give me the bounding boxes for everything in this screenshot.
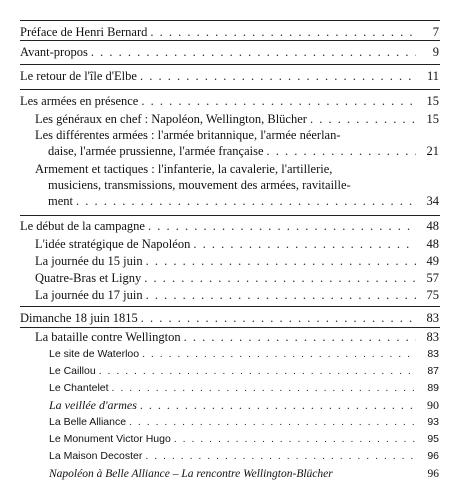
entry-page: 89 — [427, 382, 439, 394]
toc-entry-armees[interactable] — [20, 93, 439, 109]
dot-leader — [148, 218, 416, 234]
toc-entry-preface[interactable] — [20, 24, 439, 40]
divider — [20, 20, 440, 21]
toc-entry-quatre-bras[interactable] — [20, 270, 439, 286]
entry-title: L'idée stratégique de Napoléon — [35, 237, 191, 251]
entry-title: Dimanche 18 juin 1815 — [20, 311, 138, 325]
entry-page: 7 — [432, 25, 439, 39]
entry-title: Les généraux en chef : Napoléon, Wellington, Blücher — [35, 112, 307, 126]
toc-entry-monument-victor-hugo[interactable] — [20, 431, 439, 447]
dot-leader — [99, 363, 416, 379]
entry-title: La journée du 17 juin — [35, 288, 143, 302]
entry-title-line-3: ment — [48, 194, 73, 208]
dot-leader — [129, 414, 416, 430]
dot-leader — [146, 253, 416, 269]
entry-title-line-2: musiciens, transmissions, mouvement des armées, ravitaille- — [48, 178, 351, 192]
toc-entry-belle-alliance[interactable] — [20, 414, 439, 430]
entry-title: Préface de Henri Bernard — [20, 25, 148, 39]
entry-title: Quatre-Bras et Ligny — [35, 271, 142, 285]
toc-entry-bataille-wellington[interactable] — [20, 329, 439, 345]
toc-entry-napoleon-belle-alliance[interactable] — [20, 466, 439, 482]
entry-title: Les armées en présence — [20, 94, 139, 108]
entry-page: 83 — [427, 348, 439, 360]
entry-page: 83 — [426, 330, 439, 344]
dot-leader — [141, 310, 416, 326]
entry-title: Le début de la campagne — [20, 219, 145, 233]
toc-entry-site-waterloo[interactable] — [20, 346, 439, 362]
entry-page: 93 — [427, 416, 439, 428]
entry-page: 90 — [427, 398, 439, 412]
entry-page: 34 — [426, 194, 439, 208]
entry-title: Le Caillou — [49, 365, 96, 377]
entry-page: 15 — [426, 112, 439, 126]
toc-entry-15-juin[interactable] — [20, 253, 439, 269]
dot-leader — [142, 346, 416, 362]
toc-entry-chantelet[interactable] — [20, 380, 439, 396]
entry-page: 75 — [426, 288, 439, 302]
divider — [20, 64, 440, 65]
dot-leader — [91, 44, 416, 60]
entry-title: La veillée d'armes — [49, 398, 137, 412]
dot-leader — [146, 287, 416, 303]
entry-page: 21 — [426, 144, 439, 158]
entry-title: Le retour de l'île d'Elbe — [20, 69, 137, 83]
entry-title: Napoléon à Belle Alliance – La rencontre Wellington-Blücher — [49, 468, 333, 480]
dot-leader — [193, 236, 416, 252]
entry-page: 11 — [426, 69, 439, 83]
entry-page: 9 — [432, 45, 439, 59]
dot-leader — [310, 111, 416, 127]
dot-leader — [76, 193, 416, 209]
entry-title: La Belle Alliance — [49, 416, 127, 428]
dot-leader — [184, 329, 416, 345]
dot-leader — [267, 143, 416, 159]
dot-leader — [144, 270, 416, 286]
entry-page: 96 — [427, 468, 439, 480]
entry-title: Le Monument Victor Hugo — [49, 433, 171, 445]
toc-entry-18-juin[interactable] — [20, 310, 439, 326]
entry-title: Le Chantelet — [49, 382, 109, 394]
toc-entry-debut-campagne[interactable] — [20, 218, 439, 234]
divider — [20, 40, 440, 41]
entry-page: 96 — [427, 450, 439, 462]
toc-entry-avant-propos[interactable] — [20, 44, 439, 60]
toc-entry-differentes-armees[interactable] — [20, 127, 439, 159]
entry-title-line-1: Armement et tactiques : l'infanterie, la cavalerie, l'artillerie, — [35, 162, 333, 176]
divider — [20, 215, 440, 216]
entry-page: 15 — [426, 94, 439, 108]
toc-entry-retour-elbe[interactable] — [20, 68, 439, 84]
entry-page: 57 — [426, 271, 439, 285]
entry-title: La bataille contre Wellington — [35, 330, 181, 344]
dot-leader — [174, 431, 416, 447]
entry-title: La journée du 15 juin — [35, 254, 143, 268]
divider — [20, 89, 440, 90]
entry-page: 48 — [426, 237, 439, 251]
dot-leader — [141, 93, 416, 109]
entry-title-line-2: daise, l'armée prussienne, l'armée française — [48, 144, 264, 158]
toc-entry-maison-decoster[interactable] — [20, 448, 439, 464]
entry-page: 83 — [426, 311, 439, 325]
entry-page: 48 — [426, 219, 439, 233]
entry-title-line-1: Les différentes armées : l'armée britannique, l'armée néerlan- — [35, 128, 341, 142]
toc-entry-generaux[interactable] — [20, 111, 439, 127]
entry-page: 87 — [427, 365, 439, 377]
dot-leader — [112, 380, 416, 396]
dot-leader — [140, 397, 416, 413]
dot-leader — [140, 68, 416, 84]
entry-page: 49 — [426, 254, 439, 268]
entry-page: 95 — [427, 433, 439, 445]
dot-leader — [150, 24, 416, 40]
entry-title: Le site de Waterloo — [49, 348, 140, 360]
divider — [20, 327, 440, 328]
toc-entry-idee-strategique[interactable] — [20, 236, 439, 252]
dot-leader — [145, 448, 416, 464]
divider — [20, 306, 440, 307]
toc-entry-armement[interactable] — [20, 161, 439, 209]
entry-title: La Maison Decoster — [49, 450, 143, 462]
entry-title: Avant-propos — [20, 45, 88, 59]
toc-entry-veillee-armes[interactable] — [20, 397, 439, 413]
toc-entry-caillou[interactable] — [20, 363, 439, 379]
toc-entry-17-juin[interactable] — [20, 287, 439, 303]
